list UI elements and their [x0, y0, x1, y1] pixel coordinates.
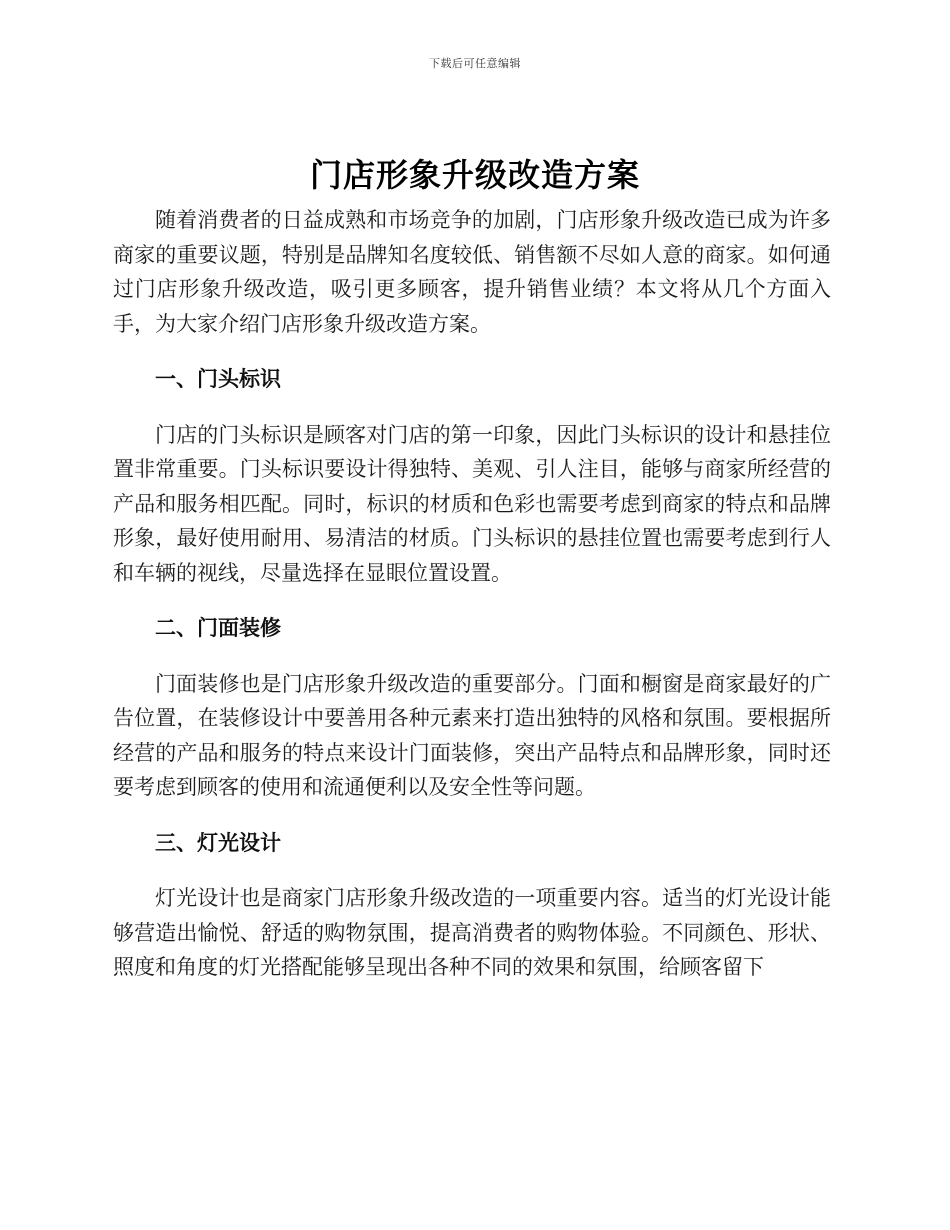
spacer	[113, 805, 831, 826]
section-heading: 一、门头标识	[155, 367, 281, 391]
document-title: 门店形象升级改造方案	[309, 156, 640, 194]
intro-paragraph: 随着消费者的日益成熟和市场竞争的加剧，门店形象升级改造已成为许多商家的重要议题，特别是品牌知名度较低、销售额不尽如人意的商家。如何通过门店形象升级改造，吸引更多顾客，提升销售业绩？本文将从几个方面入手，为大家介绍门店形象升级改造方案。	[113, 208, 831, 336]
section-paragraph: 门面装修也是门店形象升级改造的重要部分。门面和橱窗是商家最好的广告位置，在装修设计中要善用各种元素来打造出独特的风格和氛围。要根据所经营的产品和服务的特点来设计门面装修，突出产品特点和品牌形象，同时还要考虑到顾客的使用和流通便利以及安全性等问题。	[113, 671, 831, 799]
spacer	[113, 590, 831, 611]
spacer	[113, 397, 831, 418]
spacer	[113, 860, 831, 881]
section-paragraph: 灯光设计也是商家门店形象升级改造的一项重要内容。适当的灯光设计能够营造出愉悦、舒适的购物氛围，提高消费者的购物体验。不同颜色、形状、照度和角度的灯光搭配能够呈现出各种不同的效果和氛围，给顾客留下	[113, 886, 831, 979]
document-body	[113, 203, 831, 985]
section-paragraph: 门店的门头标识是顾客对门店的第一印象，因此门头标识的设计和悬挂位置非常重要。门头标识要设计得独特、美观、引人注目，能够与商家所经营的产品和服务相匹配。同时，标识的材质和色彩也需要考虑到商家的特点和品牌形象，最好使用耐用、易清洁的材质。门头标识的悬挂位置也需要考虑到行人和车辆的视线，尽量选择在显眼位置设置。	[113, 422, 831, 585]
header-note: 下载后可任意编辑	[429, 57, 521, 70]
section-heading: 二、门面装修	[155, 616, 281, 640]
spacer	[113, 341, 831, 362]
section-heading: 三、灯光设计	[155, 830, 281, 855]
spacer	[113, 646, 831, 667]
